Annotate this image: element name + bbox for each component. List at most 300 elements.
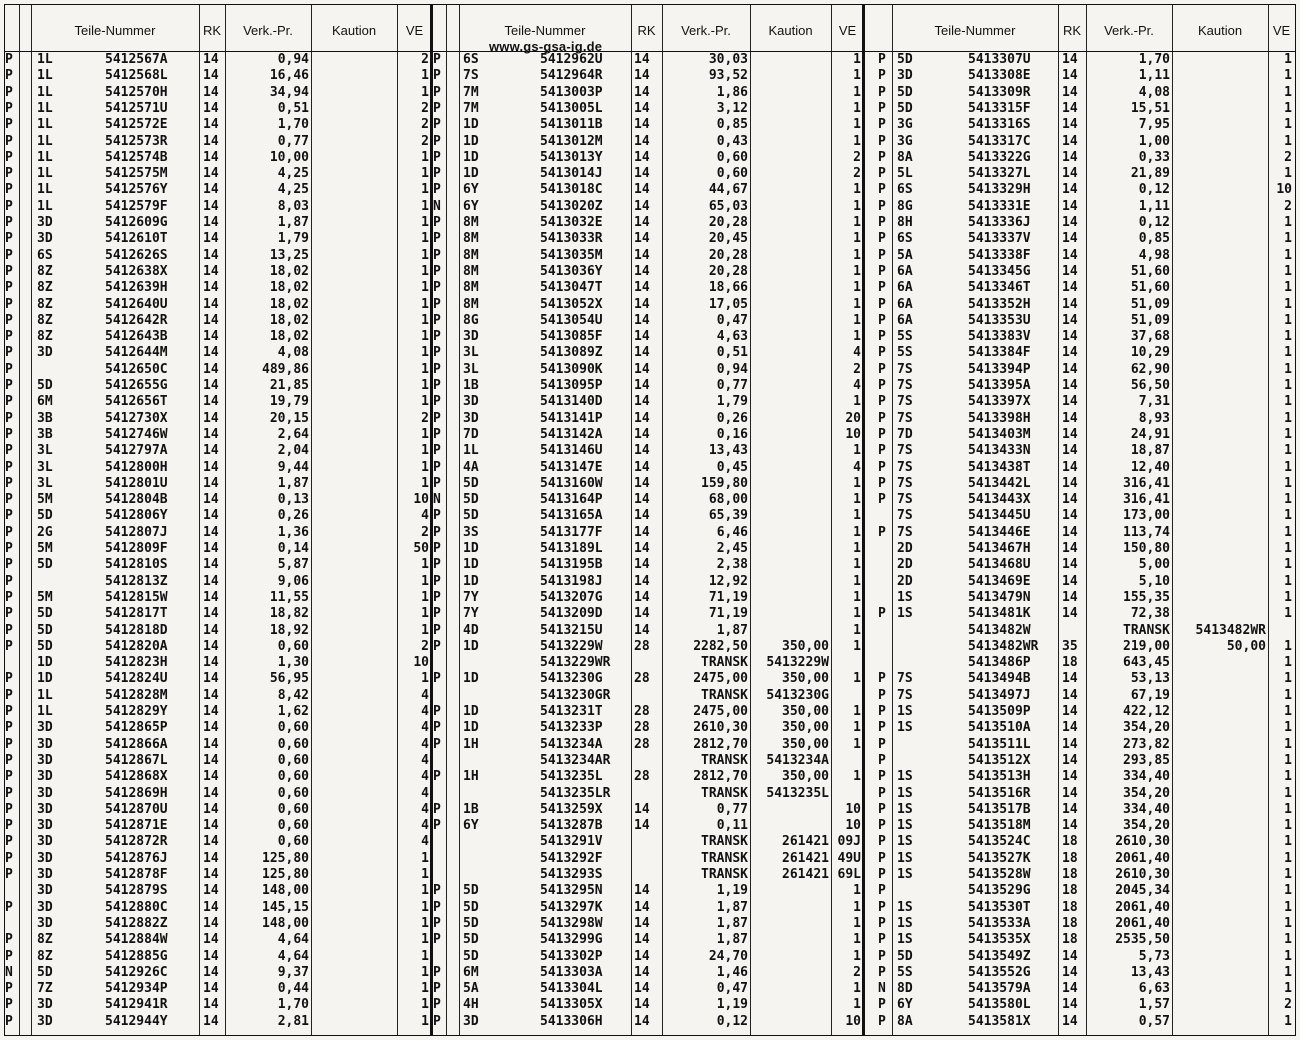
cell-rk: 14 (1062, 671, 1078, 687)
cell-price: 15,51 (1130, 100, 1170, 116)
cell-code: 8Z (37, 948, 53, 964)
cell-part-number: 5413230G (540, 671, 603, 687)
cell-deposit: 350,00 (782, 671, 829, 687)
table-row (864, 427, 1295, 443)
cell-rk: 14 (634, 557, 650, 573)
cell-rk: 18 (1062, 932, 1078, 948)
cell-ve: 1 (853, 263, 861, 279)
header-rk: RK (202, 23, 222, 38)
table-row (432, 182, 864, 198)
cell-ve: 1 (421, 345, 429, 361)
parts-table-section-3 (864, 5, 1295, 1035)
cell-code: 1D (463, 638, 479, 654)
cell-price: 2,45 (716, 541, 748, 556)
cell-price: 6,46 (716, 524, 748, 540)
cell-part-number: 5412813Z (105, 573, 168, 589)
cell-rk: 14 (203, 149, 219, 165)
cell-part-number: 5413307U (968, 52, 1031, 67)
table-row (5, 867, 432, 883)
cell-part-number: 5412964R (540, 68, 603, 84)
cell-rk: 14 (1062, 394, 1078, 410)
cell-price: 56,95 (269, 671, 309, 687)
cell-rk: 28 (634, 736, 650, 752)
cell-rk: 28 (634, 704, 650, 719)
cell-price: 7,31 (1138, 394, 1170, 410)
cell-part-number: 5412642R (105, 312, 168, 328)
header-kaution: Kaution (1197, 23, 1243, 38)
cell-code: 3L (463, 345, 479, 361)
cell-code: 8M (463, 263, 479, 279)
table-row (864, 101, 1295, 117)
cell-code: 6M (463, 964, 479, 980)
cell-code: 5S (897, 345, 913, 361)
cell-part-number: 5412871E (105, 818, 168, 834)
cell-type: P (5, 133, 13, 149)
cell-part-number: 5413528W (968, 867, 1031, 882)
table-row (432, 476, 864, 492)
cell-code: 1H (463, 736, 479, 752)
cell-code: 1L (37, 687, 53, 703)
cell-part-number: 5412810S (105, 557, 168, 573)
cell-code: 6Y (463, 182, 479, 198)
table-row (5, 297, 432, 313)
table-row (432, 460, 864, 476)
cell-part-number: 5412868X (105, 769, 168, 785)
cell-price: 150,80 (1123, 541, 1170, 556)
cell-rk: 14 (203, 68, 219, 84)
cell-type: P (433, 671, 441, 687)
cell-code: 1D (463, 573, 479, 589)
cell-code: 5M (37, 492, 53, 508)
cell-rk: 14 (1062, 508, 1078, 524)
cell-part-number: 5413516R (968, 785, 1031, 801)
cell-code: 3D (37, 1013, 53, 1029)
cell-price: 13,43 (1130, 964, 1170, 980)
cell-part-number: 5413446E (968, 524, 1031, 540)
cell-ve: 1 (853, 68, 861, 84)
cell-price: 93,52 (708, 68, 748, 84)
table-row (864, 411, 1295, 427)
cell-deposit: 261421 (782, 834, 829, 850)
header-verk-pr: Verk.-Pr. (681, 23, 731, 38)
cell-rk: 14 (1062, 492, 1078, 508)
cell-price: 2061,40 (1115, 915, 1170, 931)
cell-code: 5D (463, 948, 479, 964)
cell-rk: 14 (634, 948, 650, 964)
parts-table-section-1 (5, 5, 432, 1035)
cell-price: 1,87 (716, 622, 748, 638)
table-row (864, 166, 1295, 182)
cell-part-number: 5413552G (968, 964, 1031, 980)
cell-price: 125,80 (262, 867, 309, 882)
cell-type: P (878, 394, 886, 410)
table-row (432, 378, 864, 394)
cell-price: 0,94 (277, 52, 309, 67)
cell-price: 6,63 (1138, 981, 1170, 997)
cell-type: P (878, 378, 886, 393)
cell-type: P (433, 704, 441, 719)
cell-rk: 14 (203, 133, 219, 149)
table-row (432, 329, 864, 345)
cell-rk: 14 (1062, 752, 1078, 768)
cell-code: 6A (897, 263, 913, 279)
cell-code: 7S (897, 361, 913, 377)
table-row (432, 737, 864, 753)
cell-deposit: 350,00 (782, 720, 829, 736)
cell-ve: 1 (1284, 981, 1292, 997)
cell-part-number: 5413384F (968, 345, 1031, 361)
cell-part-number: 5413510A (968, 720, 1031, 736)
cell-part-number: 5412573R (105, 133, 168, 149)
cell-rk: 14 (1062, 981, 1078, 997)
cell-deposit: 5413230G (766, 687, 829, 703)
cell-part-number: 5412656T (105, 394, 168, 410)
cell-ve: 2 (853, 964, 861, 980)
cell-rk: 14 (203, 459, 219, 475)
cell-type: P (433, 997, 441, 1013)
cell-ve: 4 (421, 834, 429, 850)
table-row (432, 557, 864, 573)
cell-rk: 14 (203, 345, 219, 361)
cell-part-number: 5413438T (968, 459, 1031, 475)
cell-rk: 14 (203, 818, 219, 834)
cell-price: 4,25 (277, 182, 309, 198)
cell-rk: 14 (203, 834, 219, 850)
cell-ve: 1 (1284, 573, 1292, 589)
cell-price: 9,06 (277, 573, 309, 589)
cell-code: 5S (897, 329, 913, 345)
cell-ve: 1 (853, 997, 861, 1013)
cell-type: P (5, 394, 13, 410)
cell-part-number: 5413353U (968, 312, 1031, 328)
cell-part-number: 5413233P (540, 720, 603, 736)
cell-part-number: 5413032E (540, 215, 603, 230)
cell-code: 7S (897, 410, 913, 426)
table-row (5, 492, 432, 508)
cell-part-number: 5412817T (105, 606, 168, 622)
cell-type: P (878, 84, 886, 100)
cell-ve: 1 (421, 964, 429, 980)
cell-ve: 1 (853, 948, 861, 964)
cell-type: P (5, 410, 13, 426)
cell-price: 0,43 (716, 133, 748, 149)
cell-rk: 14 (634, 818, 650, 834)
cell-price: 65,39 (708, 508, 748, 524)
cell-part-number: 5413142A (540, 426, 603, 442)
cell-part-number: 5413397X (968, 394, 1031, 410)
cell-ve: 1 (421, 475, 429, 491)
table-row (864, 932, 1295, 948)
cell-price: 113,74 (1123, 524, 1170, 540)
cell-part-number: 5413352H (968, 296, 1031, 312)
table-row (5, 997, 432, 1013)
cell-price: 0,51 (716, 345, 748, 361)
cell-rk: 14 (1062, 997, 1078, 1013)
cell-type: P (878, 426, 886, 442)
cell-type: P (878, 785, 886, 801)
cell-part-number: 5413147E (540, 459, 603, 475)
table-row (432, 623, 864, 639)
cell-price: 65,03 (708, 198, 748, 214)
cell-price: 0,60 (277, 801, 309, 817)
cell-type: P (5, 638, 13, 654)
table-row (432, 916, 864, 932)
cell-rk: 14 (634, 133, 650, 149)
cell-part-number: 5412884W (105, 932, 168, 948)
table-row (432, 997, 864, 1013)
cell-part-number: 5412804B (105, 492, 168, 508)
cell-type: P (433, 280, 441, 296)
cell-rk: 14 (1062, 1013, 1078, 1029)
cell-price: 2,38 (716, 557, 748, 573)
cell-code: 6S (463, 52, 479, 67)
cell-price: 0,14 (277, 541, 309, 556)
cell-price: 0,60 (277, 769, 309, 785)
cell-type: P (878, 818, 886, 834)
cell-price: 354,20 (1123, 785, 1170, 801)
cell-rk: 14 (634, 247, 650, 263)
cell-type: P (5, 312, 13, 328)
cell-code: 3D (463, 410, 479, 426)
cell-ve: 1 (1284, 638, 1292, 654)
cell-price: TRANSK (1123, 622, 1170, 638)
cell-part-number: 5413293S (540, 867, 603, 882)
cell-rk: 14 (203, 426, 219, 442)
cell-price: 1,79 (277, 231, 309, 247)
cell-part-number: 5413302P (540, 948, 603, 964)
cell-rk: 14 (1062, 459, 1078, 475)
cell-price: 643,45 (1123, 655, 1170, 671)
header-rk: RK (1062, 23, 1082, 38)
cell-rk: 14 (203, 655, 219, 671)
cell-part-number: 5413316S (968, 117, 1031, 133)
cell-type: P (878, 687, 886, 703)
cell-rk: 14 (634, 52, 650, 67)
cell-rk: 14 (1062, 296, 1078, 312)
cell-rk: 14 (203, 720, 219, 736)
cell-code: 5D (37, 557, 53, 573)
cell-code: 5M (37, 589, 53, 605)
table-row (5, 313, 432, 329)
cell-part-number: 5413299G (540, 932, 603, 948)
cell-ve: 69L (837, 867, 861, 882)
cell-type: P (5, 296, 13, 312)
cell-ve: 2 (421, 410, 429, 426)
cell-part-number: 5413011B (540, 117, 603, 133)
cell-part-number: 5413403M (968, 426, 1031, 442)
cell-ve: 1 (853, 981, 861, 997)
cell-rk: 14 (634, 541, 650, 556)
cell-rk: 14 (203, 215, 219, 230)
cell-part-number: 5413014J (540, 166, 603, 182)
cell-code: 1S (897, 785, 913, 801)
cell-price: 18,02 (269, 329, 309, 345)
table-row (864, 85, 1295, 101)
table-row (432, 150, 864, 166)
table-row (5, 965, 432, 981)
cell-type: P (878, 915, 886, 931)
cell-part-number: 5413089Z (540, 345, 603, 361)
cell-ve: 1 (853, 638, 861, 654)
cell-code: 8Z (37, 263, 53, 279)
cell-part-number: 5413513H (968, 769, 1031, 785)
cell-part-number: 5412746W (105, 426, 168, 442)
cell-deposit: 5413234A (766, 752, 829, 768)
cell-part-number: 5413012M (540, 133, 603, 149)
cell-price: TRANSK (701, 867, 748, 882)
cell-rk: 14 (634, 312, 650, 328)
cell-price: 0,60 (277, 785, 309, 801)
cell-ve: 1 (1284, 915, 1292, 931)
cell-price: 2610,30 (693, 720, 748, 736)
cell-part-number: 5412626S (105, 247, 168, 263)
cell-type: P (5, 182, 13, 198)
cell-price: 1,70 (277, 997, 309, 1013)
table-row (432, 818, 864, 834)
cell-ve: 1 (421, 280, 429, 296)
cell-ve: 2 (1284, 997, 1292, 1013)
table-row (5, 1014, 432, 1030)
cell-type: P (433, 345, 441, 361)
cell-part-number: 5412643B (105, 329, 168, 345)
cell-rk: 14 (634, 573, 650, 589)
table-row (432, 769, 864, 785)
cell-ve: 1 (853, 541, 861, 556)
cell-code: 3D (37, 736, 53, 752)
cell-ve: 1 (853, 899, 861, 915)
cell-code: 8M (463, 231, 479, 247)
cell-part-number: 5413229W (540, 638, 603, 654)
cell-ve: 1 (1284, 899, 1292, 915)
cell-part-number: 5413085F (540, 329, 603, 345)
cell-code: 1H (463, 769, 479, 785)
cell-ve: 1 (1284, 492, 1292, 508)
cell-ve: 1 (853, 622, 861, 638)
cell-part-number: 5413322G (968, 149, 1031, 165)
table-row (5, 802, 432, 818)
cell-part-number: 5413140D (540, 394, 603, 410)
cell-ve: 1 (853, 329, 861, 345)
table-row (432, 525, 864, 541)
cell-part-number: 5413005L (540, 100, 603, 116)
cell-price: 9,37 (277, 964, 309, 980)
cell-ve: 4 (421, 769, 429, 785)
cell-code: 7S (897, 508, 913, 524)
table-row (864, 215, 1295, 231)
cell-type: P (5, 785, 13, 801)
cell-rk: 14 (634, 394, 650, 410)
cell-rk: 14 (1062, 964, 1078, 980)
cell-code: 5D (463, 492, 479, 508)
cell-code: 8M (463, 247, 479, 263)
cell-ve: 2 (421, 100, 429, 116)
cell-rk: 14 (203, 394, 219, 410)
cell-part-number: 5413215U (540, 622, 603, 638)
cell-part-number: 5413230GR (540, 687, 611, 703)
cell-ve: 1 (1284, 818, 1292, 834)
cell-part-number: 5413581X (968, 1013, 1031, 1029)
cell-part-number: 5413395A (968, 378, 1031, 393)
cell-price: 68,00 (708, 492, 748, 508)
cell-part-number: 5412879S (105, 883, 168, 899)
cell-part-number: 5412815W (105, 589, 168, 605)
cell-code: 1D (463, 133, 479, 149)
cell-type: N (878, 981, 886, 997)
cell-part-number: 5413035M (540, 247, 603, 263)
cell-part-number: 5413195B (540, 557, 603, 573)
cell-type: P (878, 899, 886, 915)
cell-price: 1,19 (716, 883, 748, 899)
cell-type: P (5, 361, 13, 377)
cell-part-number: 5412575M (105, 166, 168, 182)
cell-price: 0,12 (1138, 215, 1170, 230)
cell-rk: 14 (1062, 557, 1078, 573)
cell-ve: 1 (421, 263, 429, 279)
cell-rk: 14 (1062, 100, 1078, 116)
cell-type: P (433, 964, 441, 980)
cell-ve: 1 (1284, 752, 1292, 768)
cell-part-number: 5412640U (105, 296, 168, 312)
cell-type: P (878, 948, 886, 964)
cell-part-number: 5413259X (540, 801, 603, 817)
table-row (864, 541, 1295, 557)
cell-type: P (5, 508, 13, 524)
cell-code: 5D (37, 606, 53, 622)
cell-part-number: 5413304L (540, 981, 603, 997)
cell-type: P (5, 100, 13, 116)
cell-part-number: 5413291V (540, 834, 603, 850)
cell-type: P (433, 981, 441, 997)
table-row (5, 900, 432, 916)
table-row (432, 688, 864, 704)
cell-rk: 14 (1062, 280, 1078, 296)
cell-ve: 2 (421, 117, 429, 133)
cell-code: 3D (37, 899, 53, 915)
table-row (5, 476, 432, 492)
table-row (864, 182, 1295, 198)
cell-code: 3D (37, 785, 53, 801)
table-row (864, 362, 1295, 378)
cell-price: 1,57 (1138, 997, 1170, 1013)
cell-rk: 14 (634, 459, 650, 475)
cell-part-number: 5413527K (968, 850, 1031, 866)
cell-ve: 10 (413, 655, 429, 671)
table-row (5, 215, 432, 231)
cell-code: 3D (463, 329, 479, 345)
cell-ve: 1 (421, 394, 429, 410)
table-row (5, 68, 432, 84)
cell-rk: 14 (203, 329, 219, 345)
cell-type: P (433, 915, 441, 931)
cell-rk: 18 (1062, 915, 1078, 931)
cell-code: 1L (37, 182, 53, 198)
cell-type: P (878, 475, 886, 491)
cell-code: 5S (897, 964, 913, 980)
cell-rk: 14 (203, 736, 219, 752)
cell-type: P (433, 231, 441, 247)
cell-code: 4A (463, 459, 479, 475)
header-ve: VE (1272, 23, 1291, 38)
cell-rk: 28 (634, 638, 650, 654)
table-row (5, 134, 432, 150)
cell-rk: 14 (203, 117, 219, 133)
cell-ve: 1 (421, 166, 429, 182)
cell-price: 5,10 (1138, 573, 1170, 589)
table-row (864, 606, 1295, 622)
cell-code: 7S (463, 68, 479, 84)
cell-code: 5D (897, 84, 913, 100)
cell-rk: 14 (203, 622, 219, 638)
